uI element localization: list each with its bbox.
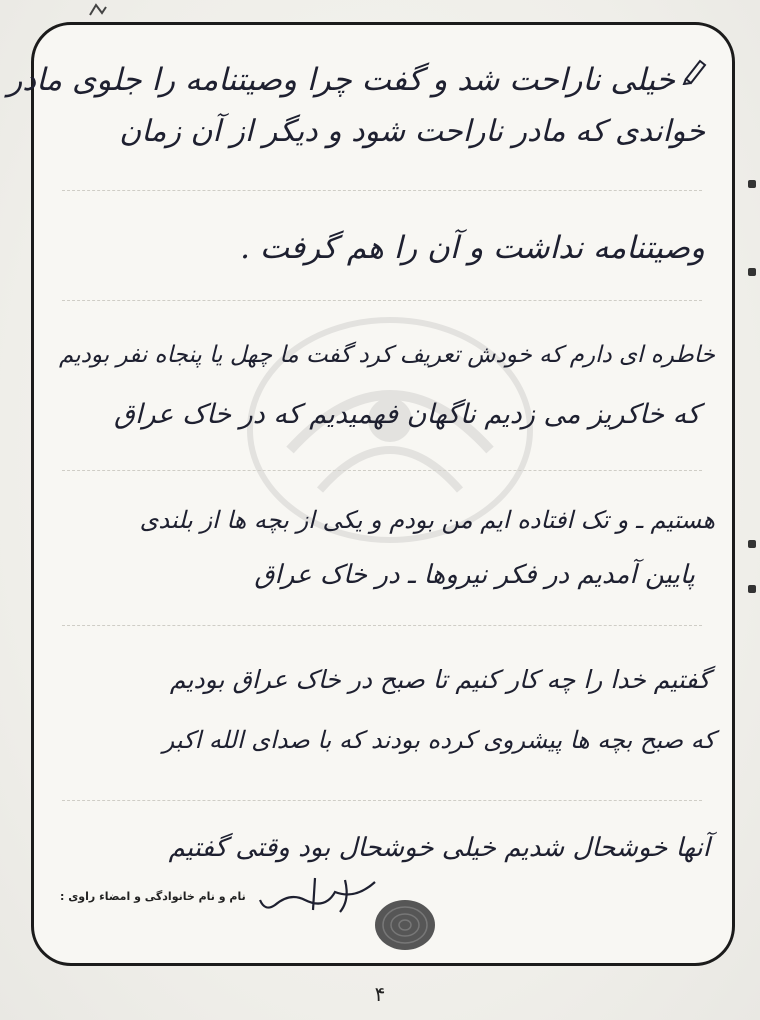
handwritten-line: آنها خوشحال شدیم خیلی خوشحال بود وقتی گفتیم xyxy=(168,833,710,863)
handwritten-line: پایین آمدیم در فکر نیروها ـ در خاک عراق xyxy=(254,560,695,590)
handwritten-signature xyxy=(255,870,385,920)
ruled-line xyxy=(62,625,702,626)
narrator-signature-label: نام و نام خانوادگی و امضاء راوی : xyxy=(60,890,246,903)
handwritten-line: خیلی ناراحت شد و گفت چرا وصیتنامه را جلوی مادر xyxy=(7,62,675,98)
fingerprint-stamp xyxy=(370,895,440,955)
handwritten-line: که خاکریز می زدیم ناگهان فهمیدیم که در خاک عراق xyxy=(114,399,700,430)
handwritten-line: خاطره ای دارم که خودش تعریف کرد گفت ما چهل یا پنجاه نفر بودیم xyxy=(58,342,715,368)
edge-dot xyxy=(748,268,756,276)
ruled-line xyxy=(62,800,702,801)
edge-dot xyxy=(748,585,756,593)
handwritten-line: وصیتنامه نداشت و آن را هم گرفت . xyxy=(240,230,705,266)
corner-scratch-icon xyxy=(88,3,108,17)
ruled-line xyxy=(62,300,702,301)
pencil-icon xyxy=(680,55,710,85)
edge-dot xyxy=(748,180,756,188)
page-number: ۴ xyxy=(374,982,386,1006)
ruled-line xyxy=(62,470,702,471)
handwritten-line: خواندی که مادر ناراحت شود و دیگر از آن زمان xyxy=(119,114,705,149)
handwritten-line: که صبح بچه ها پیشروی کرده بودند که با صدای الله اکبر xyxy=(162,726,715,754)
handwritten-line: گفتیم خدا را چه کار کنیم تا صبح در خاک عراق بودیم xyxy=(169,665,710,694)
ruled-line xyxy=(62,190,702,191)
edge-dot xyxy=(748,540,756,548)
handwritten-line: هستیم ـ و تک افتاده ایم من بودم و یکی از بچه ها از بلندی xyxy=(139,506,715,534)
